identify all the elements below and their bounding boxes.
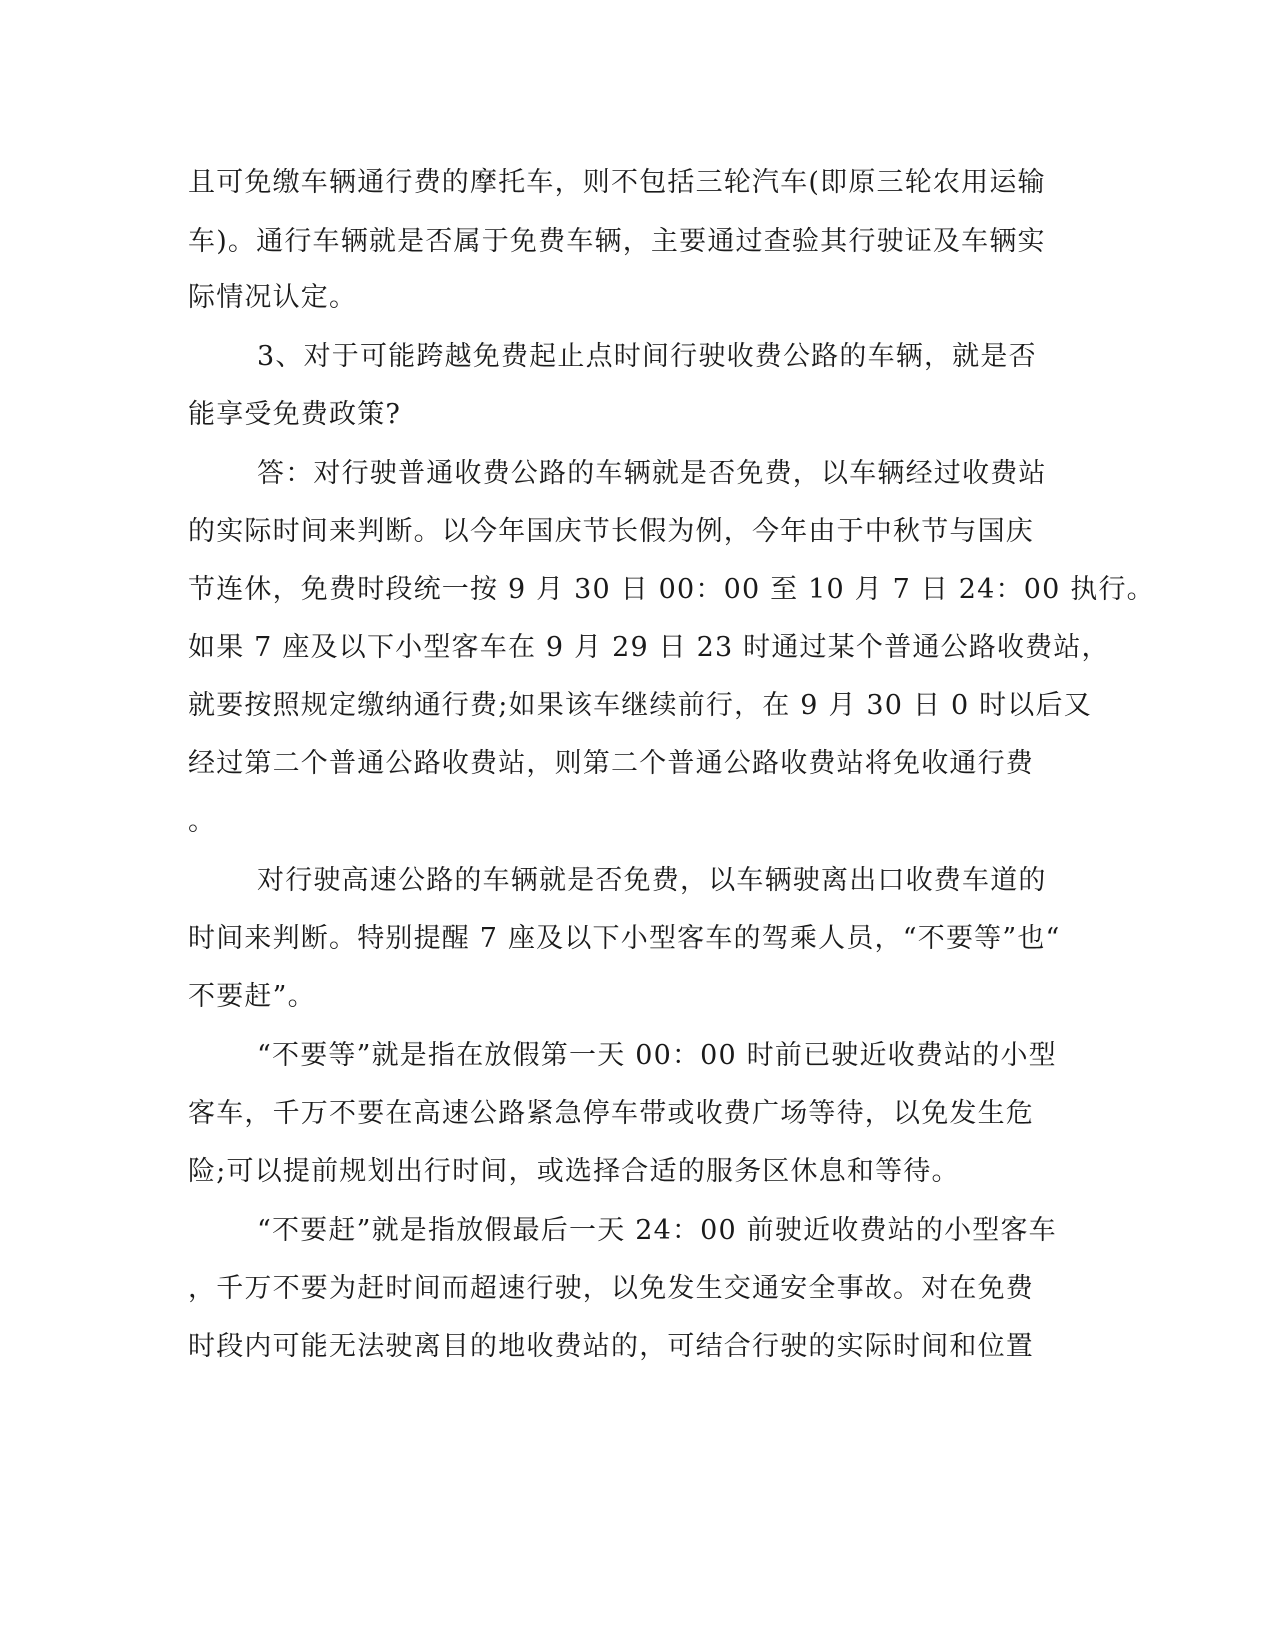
text-line: “不要赶”就是指放假最后一天 24：00 前驶近收费站的小型客车 bbox=[257, 1215, 1057, 1246]
text-line: 且可免缴车辆通行费的摩托车，则不包括三轮汽车(即原三轮农用运输 bbox=[188, 167, 1046, 198]
text-line: 经过第二个普通公路收费站，则第二个普通公路收费站将免收通行费 bbox=[188, 748, 1034, 779]
text-line: 能享受免费政策? bbox=[188, 399, 402, 430]
text-line: 不要赶”。 bbox=[188, 981, 316, 1012]
text-line: 就要按照规定缴纳通行费;如果该车继续前行，在 9 月 30 日 0 时以后又 bbox=[188, 690, 1092, 721]
text-line: 时间来判断。特别提醒 7 座及以下小型客车的驾乘人员，“不要等”也“ bbox=[188, 923, 1061, 954]
text-line: 如果 7 座及以下小型客车在 9 月 29 日 23 时通过某个普通公路收费站， bbox=[188, 632, 1110, 663]
text-line: 客车，千万不要在高速公路紧急停车带或收费广场等待，以免发生危 bbox=[188, 1098, 1034, 1129]
text-line: 节连休，免费时段统一按 9 月 30 日 00：00 至 10 月 7 日 24：00 执行。 bbox=[188, 574, 1155, 605]
text-line: “不要等”就是指在放假第一天 00：00 时前已驶近收费站的小型 bbox=[257, 1040, 1057, 1071]
text-line: ，千万不要为赶时间而超速行驶，以免发生交通安全事故。对在免费 bbox=[188, 1273, 1034, 1304]
text-line: 。 bbox=[188, 806, 217, 837]
text-line: 际情况认定。 bbox=[188, 282, 358, 313]
text-line: 险;可以提前规划出行时间，或选择合适的服务区休息和等待。 bbox=[188, 1156, 960, 1187]
text-line: 3、对于可能跨越免费起止点时间行驶收费公路的车辆，就是否 bbox=[257, 341, 1037, 372]
text-line: 车)。通行车辆就是否属于免费车辆，主要通过查验其行驶证及车辆实 bbox=[188, 226, 1046, 257]
text-line: 的实际时间来判断。以今年国庆节长假为例，今年由于中秋节与国庆 bbox=[188, 516, 1034, 547]
text-line: 答：对行驶普通收费公路的车辆就是否免费，以车辆经过收费站 bbox=[257, 458, 1047, 489]
text-line: 对行驶高速公路的车辆就是否免费，以车辆驶离出口收费车道的 bbox=[257, 865, 1047, 896]
text-line: 时段内可能无法驶离目的地收费站的，可结合行驶的实际时间和位置 bbox=[188, 1331, 1034, 1362]
